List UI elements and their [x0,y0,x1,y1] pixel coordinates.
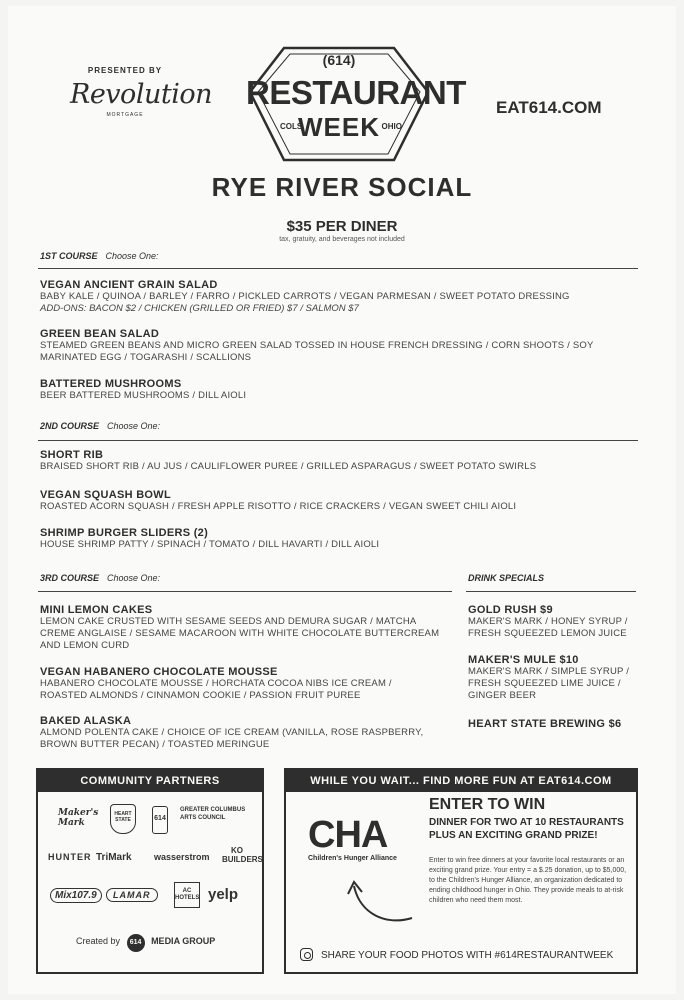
partner-logo-yelp: yelp [208,886,239,903]
share-line [300,948,613,961]
presented-by-label: PRESENTED BY [87,66,163,75]
menu-item [40,378,620,402]
drink-name: HEART STATE BREWING $6 [468,718,622,730]
logo-number: (614) [322,52,356,68]
choose-label: Choose One: [107,421,161,431]
course-label: 2ND COURSE [40,421,100,431]
menu-page [8,6,676,994]
promo-box [284,768,638,974]
partner-logo-heart-state: HEART STATE [110,804,136,834]
item-desc: HOUSE SHRIMP PATTY / SPINACH / TOMATO / DILL HAVARTI / DILL AIOLI [40,539,380,550]
promo-title: WHILE YOU WAIT... FIND MORE FUN AT EAT614.COM [286,770,636,792]
partner-logo-ac-hotels: AC HOTELS [174,882,200,908]
item-name: GREEN BEAN SALAD [40,328,160,340]
instagram-icon [300,948,313,961]
item-name: SHRIMP BURGER SLIDERS (2) [40,527,209,539]
restaurant-week-logo [246,44,466,164]
drink-item [468,718,648,730]
course-1-heading [40,251,159,261]
menu-item [40,328,610,364]
item-desc: BRAISED SHORT RIB / AU JUS / CAULIFLOWER PUREE / GRILLED ASPARAGUS / SWEET POTATO SWIRLS [40,461,537,472]
drink-name: MAKER'S MULE $10 [468,654,579,666]
menu-item [40,527,620,551]
enter-to-win-subheading: DINNER FOR TWO AT 10 RESTAURANTS PLUS AN EXCITING GRAND PRIZE! [429,817,624,841]
menu-item [40,449,620,473]
cha-logo [308,814,397,862]
partner-logo-lamar: LAMAR [106,888,158,902]
item-desc: BABY KALE / QUINOA / BARLEY / FARRO / PICKLED CARROTS / VEGAN PARMESAN / SWEET POTATO DRESSING [40,291,570,302]
menu-item [40,489,620,513]
arrow-icon [346,878,416,926]
partner-logo-trimark: TriMark [96,852,132,863]
partner-logo-wasserstrom: wasserstrom [154,852,210,862]
enter-to-win-heading: ENTER TO WIN [429,796,546,813]
partner-logo-614: 614 [152,806,168,834]
cha-logo-text: CHA [308,814,388,856]
item-name: VEGAN ANCIENT GRAIN SALAD [40,279,218,291]
price-note: tax, gratuity, and beverages not included [279,236,405,243]
item-name: VEGAN SQUASH BOWL [40,489,171,501]
drink-specials-heading: DRINK SPECIALS [468,573,545,583]
partner-logo-hunter: HUNTER [48,852,92,862]
divider [38,268,638,269]
course-label: 3RD COURSE [40,573,100,583]
choose-label: Choose One: [105,251,159,261]
sponsor-logo: Revolution [70,79,212,110]
menu-item [40,604,450,652]
choose-label: Choose One: [107,573,161,583]
logo-cols: COLS [280,122,303,131]
restaurant-name: RYE RIVER SOCIAL [211,172,473,202]
item-name: BAKED ALASKA [40,715,132,727]
drink-name: GOLD RUSH $9 [468,604,553,616]
created-by-line [76,934,215,952]
cha-logo-sub: Children's Hunger Alliance [308,855,397,862]
logo-week: WEEK [298,112,380,142]
website-link[interactable]: EAT614.COM [496,98,602,117]
drink-desc: MAKER'S MARK / HONEY SYRUP / FRESH SQUEEZED LEMON JUICE [468,616,628,639]
partner-logo-makers-mark: Maker's Mark [58,808,99,828]
created-by-label: Created by [76,936,121,946]
media-group-logo: 614 [127,934,145,952]
course-2-heading [40,421,160,431]
item-desc: HABANERO CHOCOLATE MOUSSE / HORCHATA COCOA NIBS ICE CREAM / ROASTED ALMONDS / CINNAMON COOKIE / PASSION FRUIT PUREE [40,678,392,701]
partner-logo-ko-builders: KO BUILDERS [222,846,263,864]
course-3-heading [40,573,160,583]
community-partners-box [36,768,264,974]
divider [38,440,638,441]
share-text: SHARE YOUR FOOD PHOTOS WITH #614RESTAURANTWEEK [321,950,614,961]
item-desc: ROASTED ACORN SQUASH / FRESH APPLE RISOTTO / RICE CRACKERS / VEGAN SWEET CHILI AIOLI [40,501,517,512]
item-name: BATTERED MUSHROOMS [40,378,182,390]
divider [466,591,636,592]
item-desc: BEER BATTERED MUSHROOMS / DILL AIOLI [40,390,247,401]
item-desc: STEAMED GREEN BEANS AND MICRO GREEN SALAD TOSSED IN HOUSE FRENCH DRESSING / CORN SHOOTS / SOY MARINATED EGG / TOGARASHI / SCALLIONS [40,340,594,363]
drink-item [468,604,648,640]
divider [38,591,452,592]
sponsor-block [70,66,212,118]
partner-logo-mix: Mix107.9 [50,888,102,903]
course-label: 1ST COURSE [40,251,98,261]
logo-main: RESTAURANT [246,74,466,111]
drink-item [468,654,648,702]
partners-title: COMMUNITY PARTNERS [38,770,262,792]
menu-item [40,279,620,315]
price: $35 PER DINER [286,218,398,235]
item-name: SHORT RIB [40,449,104,461]
item-desc: ALMOND POLENTA CAKE / CHOICE OF ICE CREAM (VANILLA, ROSE RASPBERRY, BROWN BUTTER PECAN) / TOASTED MERINGUE [40,727,424,750]
item-name: VEGAN HABANERO CHOCOLATE MOUSSE [40,666,278,678]
logo-ohio: OHIO [381,122,402,131]
item-name: MINI LEMON CAKES [40,604,153,616]
menu-item [40,715,440,751]
media-group-name: MEDIA GROUP [151,936,216,946]
item-addons: ADD-ONS: BACON $2 / CHICKEN (GRILLED OR FRIED) $7 / SALMON $7 [40,303,359,314]
item-desc: LEMON CAKE CRUSTED WITH SESAME SEEDS AND DEMURA SUGAR / MATCHA CREME ANGLAISE / SESAME MACAROON WITH WHITE CHOCOLATE BUTTERCREAM AND LEMON CURD [40,616,440,651]
enter-to-win-description: Enter to win free dinners at your favorite local restaurants or an exciting grand prize. Your entry = a $.25 donation, up to $5,000, to the Children's Hunger Alliance, an organization dedicated to ending childhood hunger in Ohio. They provide meals to at-risk children who need them most. [429,857,627,904]
partner-logo-arts-council: GREATER COLUMBUS ARTS COUNCIL [180,807,246,821]
sponsor-sub: MORTGAGE [106,112,144,118]
menu-item [40,666,430,702]
drink-desc: MAKER'S MARK / SIMPLE SYRUP / FRESH SQUEEZED LIME JUICE / GINGER BEER [468,666,630,701]
